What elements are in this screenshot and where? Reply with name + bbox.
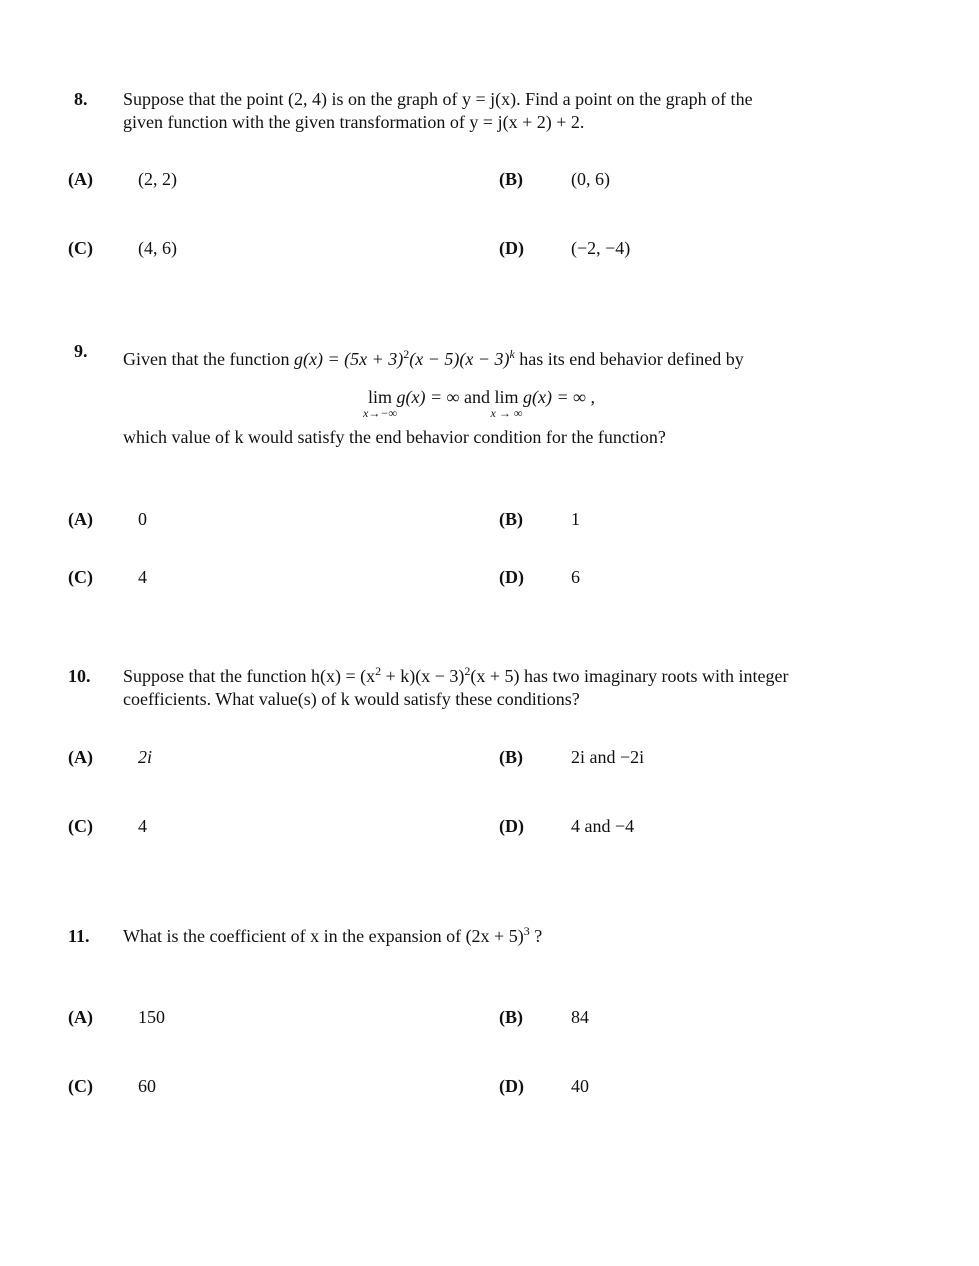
question-9-option-a-value: 0 <box>138 509 147 529</box>
question-10-option-b-value: 2i and −2i <box>571 747 645 767</box>
question-8-number: 8. <box>74 89 88 109</box>
question-9-number: 9. <box>74 341 88 361</box>
question-10-option-a-value: 2i <box>138 747 153 767</box>
q9-function: g(x) = (5x + 3) <box>293 349 404 369</box>
question-11-text-line1 <box>123 925 542 948</box>
q11-exponent: 3 <box>523 924 530 938</box>
question-10-option-c-label[interactable]: (C) <box>68 816 93 836</box>
limit-1 <box>363 386 397 420</box>
q9-function-mid: (x − 5)(x − 3) <box>409 349 510 369</box>
question-10-option-c-value: 4 <box>138 816 147 836</box>
question-8-option-b-label[interactable]: (B) <box>499 169 523 189</box>
q10-exponent-2: 2 <box>464 664 471 678</box>
q9-line1-post: has its end behavior defined by <box>514 349 744 369</box>
question-10-option-b-label[interactable]: (B) <box>499 747 523 767</box>
question-8-option-c-label[interactable]: (C) <box>68 238 93 258</box>
limit-2-word: lim <box>494 387 519 407</box>
limit-1-expression: g(x) = ∞ <box>396 387 460 407</box>
question-9-option-d-label[interactable]: (D) <box>499 567 524 587</box>
question-10-option-d-value: 4 and −4 <box>571 816 635 836</box>
q10-line1-pre: Suppose that the function h(x) = (x <box>123 666 376 686</box>
question-9-text-line1 <box>123 348 744 371</box>
question-9-option-b-label[interactable]: (B) <box>499 509 523 529</box>
question-11-option-b-value: 84 <box>571 1007 589 1027</box>
question-9-option-c-label[interactable]: (C) <box>68 567 93 587</box>
q9-exponent-k: k <box>509 347 515 361</box>
question-8-text-line2: given function with the given transformation of y = j(x + 2) + 2. <box>123 112 585 132</box>
question-8-option-d-value: (−2, −4) <box>571 238 631 258</box>
question-8-option-d-label[interactable]: (D) <box>499 238 524 258</box>
question-11-option-c-label[interactable]: (C) <box>68 1076 93 1096</box>
question-9-option-c-value: 4 <box>138 567 147 587</box>
question-8-option-b-value: (0, 6) <box>571 169 610 189</box>
question-11-option-a-label[interactable]: (A) <box>68 1007 93 1027</box>
limit-2-subscript: x → ∞ <box>490 406 523 420</box>
q9-exponent-1: 2 <box>403 347 410 361</box>
question-10-text-line2: coefficients. What value(s) of k would satisfy these conditions? <box>123 689 580 709</box>
question-11-option-d-label[interactable]: (D) <box>499 1076 524 1096</box>
question-9-text-line3: which value of k would satisfy the end behavior condition for the function? <box>123 427 666 447</box>
question-10-option-a-label[interactable]: (A) <box>68 747 93 767</box>
q10-line1-mid: + k)(x − 3) <box>381 666 465 686</box>
question-9-limit-line <box>363 386 595 420</box>
question-11-option-a-value: 150 <box>138 1007 165 1027</box>
q9-line1-pre: Given that the function <box>123 349 294 369</box>
question-11-option-c-value: 60 <box>138 1076 156 1096</box>
limit-2 <box>490 386 523 420</box>
q11-line1-post: ? <box>529 926 543 946</box>
question-8-option-c-value: (4, 6) <box>138 238 177 258</box>
question-9-option-d-value: 6 <box>571 567 580 587</box>
question-8-option-a-value: (2, 2) <box>138 169 177 189</box>
question-9-option-b-value: 1 <box>571 509 580 529</box>
question-9-option-a-label[interactable]: (A) <box>68 509 93 529</box>
question-8-text-line1: Suppose that the point (2, 4) is on the graph of y = j(x). Find a point on the graph of the <box>123 89 753 109</box>
q10-line1-post: (x + 5) has two imaginary roots with integer <box>470 666 789 686</box>
question-10-number: 10. <box>68 666 91 686</box>
limit-1-subscript: x→−∞ <box>363 406 397 420</box>
q11-line1-pre: What is the coefficient of x in the expansion of (2x + 5) <box>123 926 524 946</box>
question-11-option-d-value: 40 <box>571 1076 589 1096</box>
limit-2-expression: g(x) = ∞ , <box>523 387 595 407</box>
question-8-option-a-label[interactable]: (A) <box>68 169 93 189</box>
question-10-option-d-label[interactable]: (D) <box>499 816 524 836</box>
limit-1-word: lim <box>368 387 393 407</box>
question-10-text-line1 <box>123 665 789 688</box>
limit-and: and <box>463 387 490 407</box>
question-11-option-b-label[interactable]: (B) <box>499 1007 523 1027</box>
question-11-number: 11. <box>68 926 90 946</box>
q10-exponent-1: 2 <box>375 664 382 678</box>
